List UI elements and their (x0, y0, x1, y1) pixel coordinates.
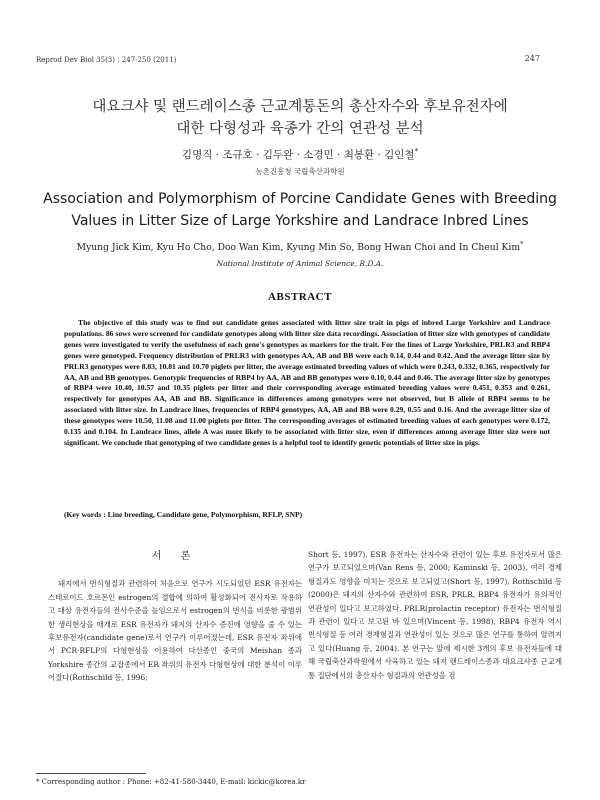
intro-paragraph-right: Short 등, 1997). ESR 유전자는 산자수와 관련이 있는 후보 유전자로서 많은 연구가 보고되었으며(Van Rens 등, 2000; Kaminski 등, 2003), 여러 경제형질과도 영향을 미치는 것으로 보고되었고(Short 등, 1997), Rothschild 등(2000)은 돼지의 산자수와 관련하여 ESR, PRLR, RBP4 유전자가 유의적인 연관성이 있다고 보고하였다. PRLR(prolactin receptor) 유전자는 번식형질과 관련이 있다고 보고된 바 있으며(Vincent 등, 1998), RBP4 유전자 역시 번식형질 등 여러 경제형질과 연관성이 있는 것으로 많은 연구를 통하여 알려지고 있다(Huang 등, 2004). 본 연구는 앞에 제시한 3개의 후보 유전자들에 대해 국립축산과학원에서 사육하고 있는 돼지 랜드레이스종과 대요크샤종 근교계통 집단에서의 총산자수 형질과의 연관성을 검 (308, 550, 562, 680)
keywords: (Key words : Line breeding, Candidate gene, Polymorphism, RFLP, SNP) (64, 510, 303, 519)
abstract-body: The objective of this study was to find out candidate genes associated with litter size trait in pigs of inbred Large Yorkshire and Landrace populations. 86 sows were screened for candidate genotypes along with litter size data recordings. Association of litter size with genotypes of candidate genes were investigated to verify the usefulness of each gene's genotypes as markers for the trait. For the lines of Large Yorkshire, PRLR3 and RBP4 genes were genotyped. Frequency distribution of PRLR3 with genotypes AA, AB and BB were each 0.14, 0.44 and 0.42. And the average litter size by PRLR3 genotypes were 8.83, 10.81 and 10.70 piglets per litter, the average estimated breeding values of which were 0.243, 0.332, 0.365, respectively for AA, AB and BB genotypes. Genotypic frequencies of RBP4 by AA, AB and BB genotypes were 0.10, 0.44 and 0.46. The average litter size by genotypes of RBP4 were 10.40, 10.57 and 10.35 piglets per litter and their corresponding average estimated breeding values were 0.451, 0.353 and 0.261, respectively for genotypes AA, AB and BB. Significance in differences among genotypes were not observed, but B allele of RBP4 seems to be associated with litter size. In Landrace lines, frequencies of RBP4 genotypes, AA, AB and BB were 0.29, 0.55 and 0.16. And the average litter size of these genotypes were 10.50, 11.08 and 11.00 piglets per litter. The corresponding averages of estimated breeding values of each genotypes were 0.172, 0.135 and 0.104. In Landrace lines, allele A was more likely to be associated with litter size, even if differences among average litter size were not significant. We conclude that genotyping of two candidate genes is a helpful tool to identify genetic potentials of litter size in pigs. (64, 318, 551, 447)
intro-paragraph-left: 돼지에서 번식형질과 관련하여 처음으로 연구가 시도되었던 ESR 유전자는 스테로이드 호르몬인 estrogen의 결합에 의하여 활성화되어 전사자로 작용하고 대상 유전자들의 전사수준을 높임으로서 estrogen의 번식을 비롯한 광범위한 생리현상을 매개로 ESR 유전자가 돼지의 산자수 증진에 영향을 줄 수 있는 후보유전자(candidate gene)로서 연구가 이루어졌는데, ESR 유전자 좌위에서 PCR-RFLP의 다형현상을 이용하여 다산종인 중국의 Meishan 종과 Yorkshire 종간의 교잡종에서 ER 좌위의 유전자 다형현상에 대한 분석이 이루어졌다(Rothschild 등, 1996; (48, 579, 302, 683)
corresponding-author-footnote: * Corresponding author : Phone: +82-41-580-3440, E-mail: kickic@korea.kr (36, 778, 306, 786)
english-authors (0, 240, 600, 253)
korean-title-line-2: 대한 다형성과 육종가 간의 연관성 분석 (176, 121, 424, 137)
english-title-line-1: Association and Polymorphism of Porcine Candidate Genes with Breeding (43, 191, 557, 207)
journal-citation: Reprod Dev Biol 35(3) : 247-250 (2011) (36, 56, 177, 64)
english-title (0, 188, 600, 232)
korean-title (0, 96, 600, 140)
english-affiliation: National Institute of Animal Science, R.D.A. (216, 259, 384, 268)
korean-affiliation: 농촌진흥청 국립축산과학원 (255, 167, 345, 176)
intro-heading: 서 론 (151, 551, 199, 562)
english-author-names: Myung Jick Kim, Kyu Ho Cho, Doo Wan Kim, Kyung Min So, Bong Hwan Choi and In Cheul Kim (76, 242, 521, 254)
intro-column-left (48, 548, 302, 685)
korean-title-line-1: 대요크샤 및 랜드레이스종 근교계통돈의 총산자수와 후보유전자에 (92, 99, 508, 115)
abstract-heading: ABSTRACT (268, 291, 332, 303)
korean-author-mark: * (414, 147, 419, 156)
korean-authors (0, 147, 600, 162)
intro-column-right (308, 548, 562, 682)
footnote-divider (36, 773, 146, 774)
english-title-line-2: Values in Litter Size of Large Yorkshire and Landrace Inbred Lines (71, 213, 529, 229)
english-author-mark: * (520, 240, 524, 248)
korean-author-names: 김명직 · 조규호 · 김두완 · 소경민 · 최봉환 · 김인철 (181, 149, 415, 161)
page-number: 247 (524, 54, 540, 63)
